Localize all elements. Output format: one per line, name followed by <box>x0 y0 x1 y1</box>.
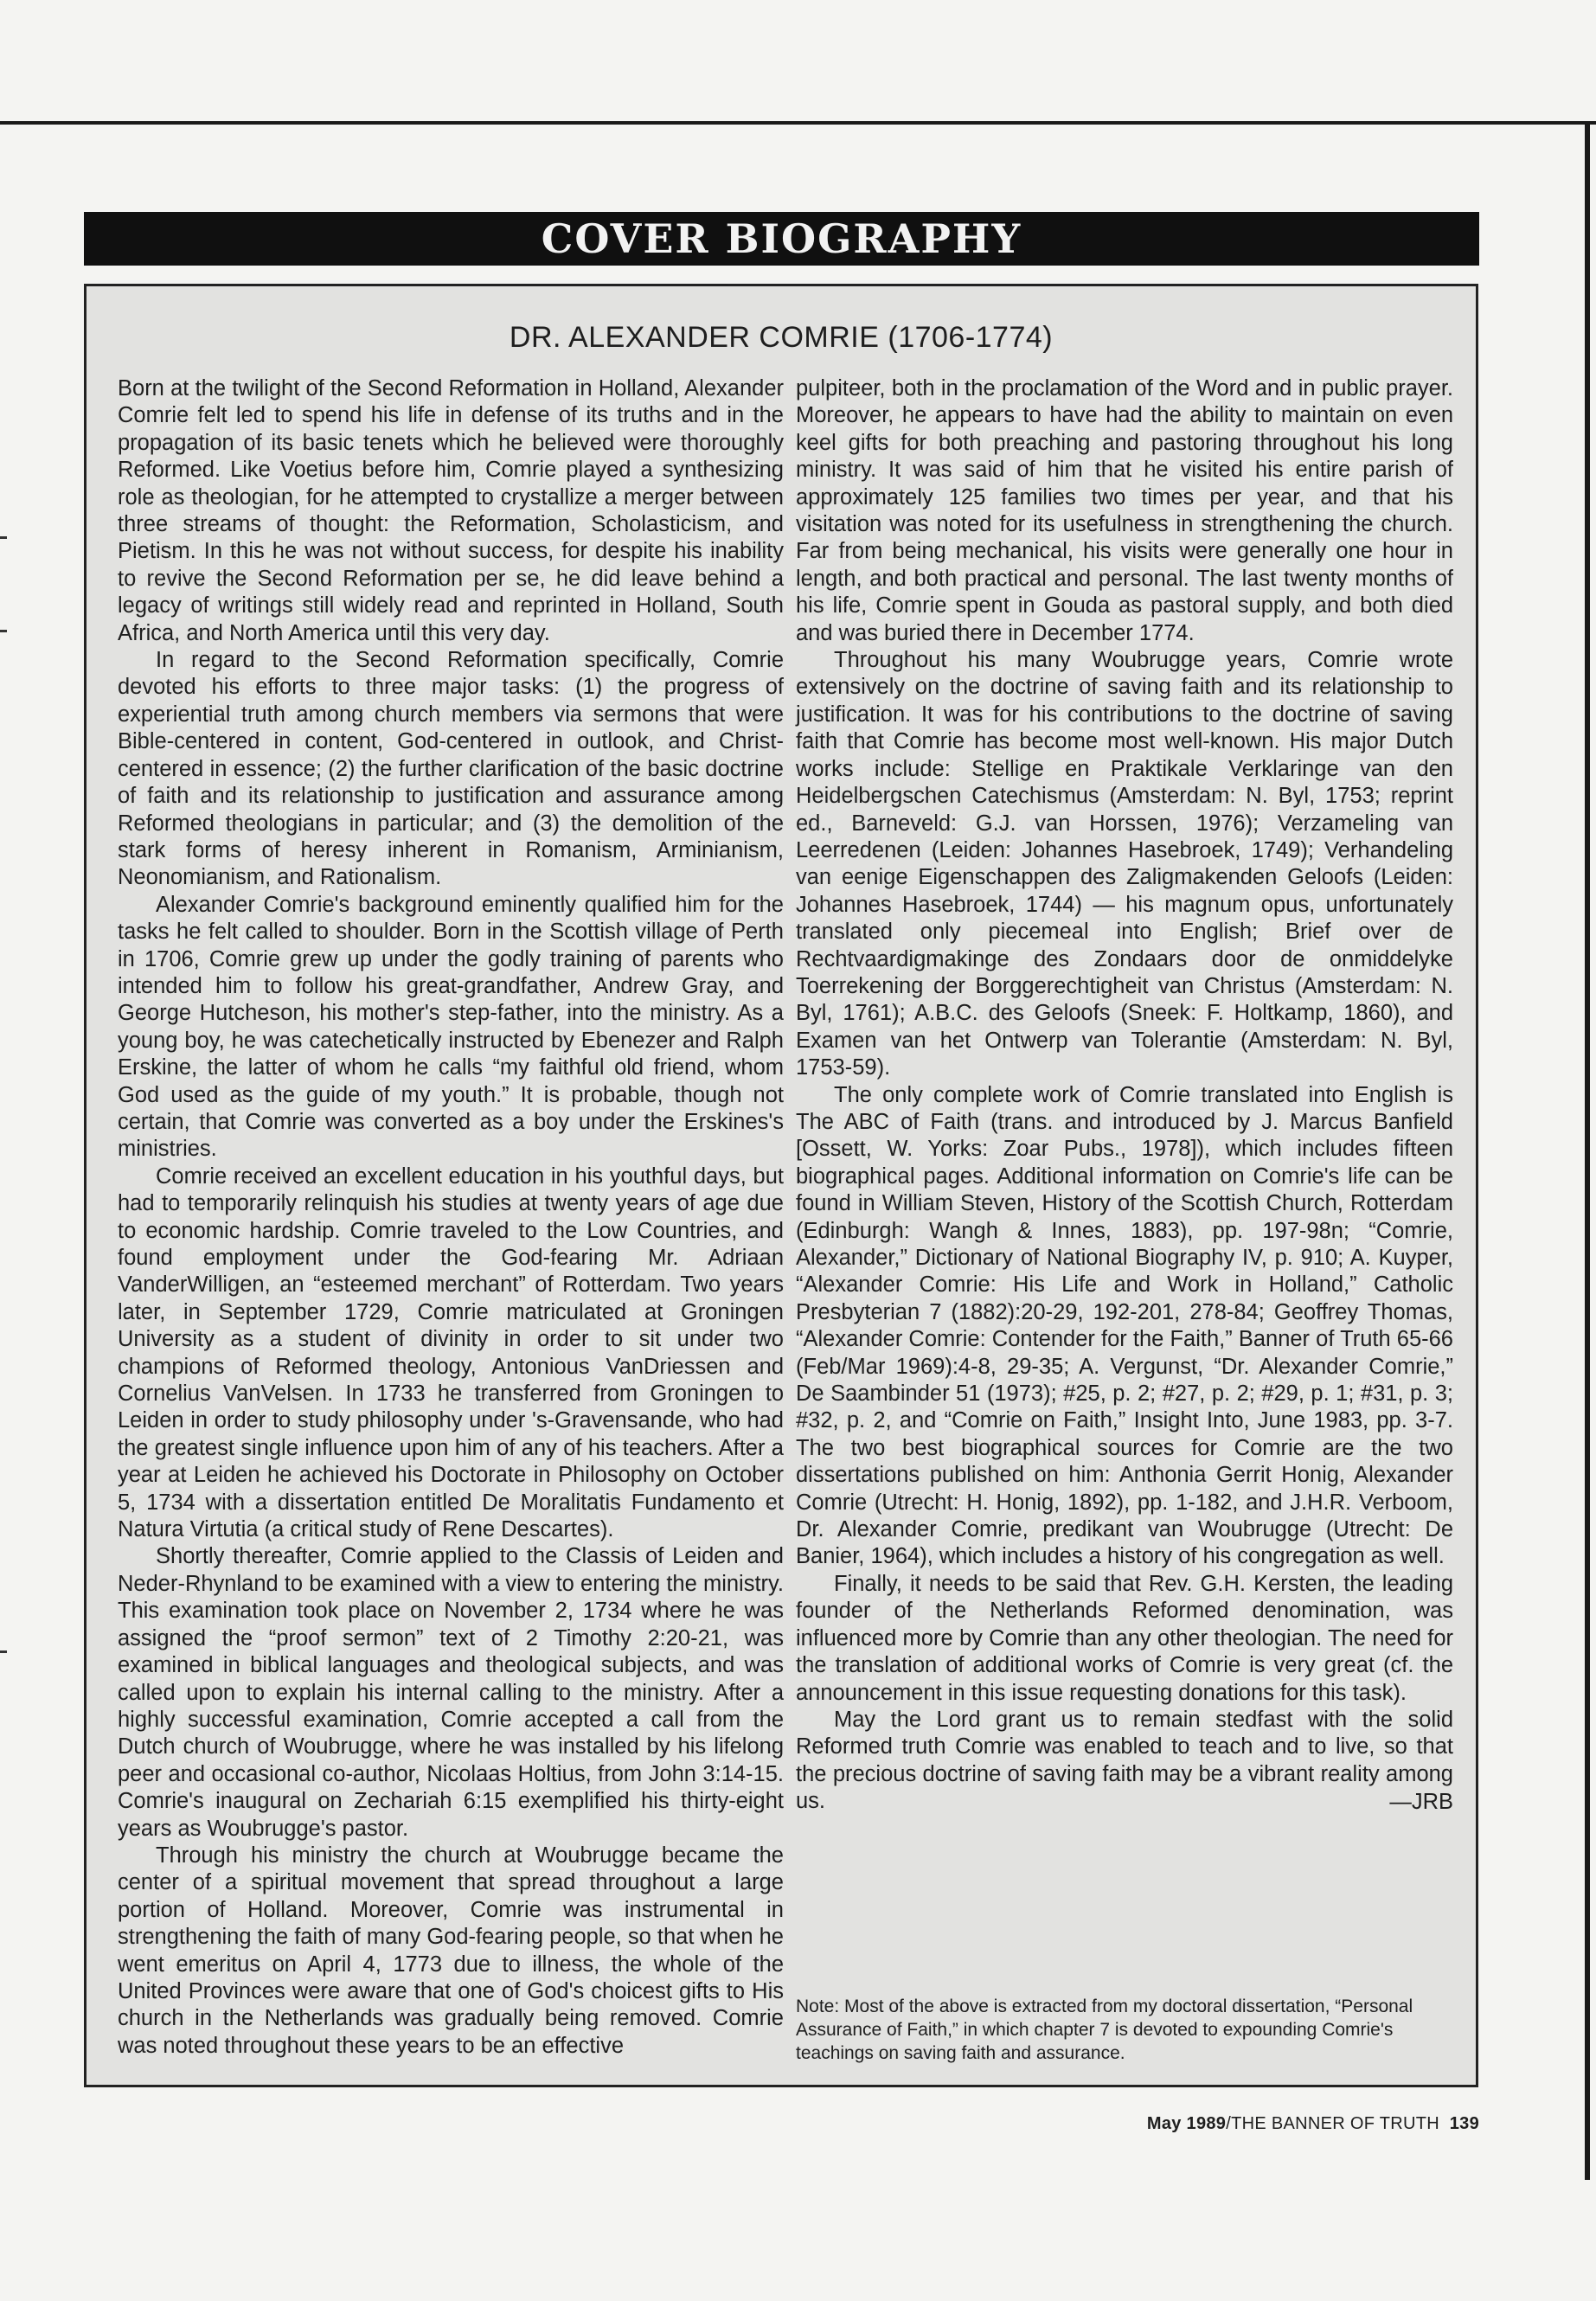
page-top-rule <box>0 121 1596 125</box>
paragraph: pulpiteer, both in the proclamation of the Word and in public prayer. Moreover, he appears to have had the ability to maintain on even keel gifts for both preaching and pastoring throughout his long ministry. It was said of him that he visited his entire parish of approximately 125 families two times per year, and that his visitation was noted for its usefulness in strengthening the church. Far from being mechanical, his visits were generally one hour in length, and both practical and personal. The last twenty months of his life, Comrie spent in Gouda as pastoral supply, and both died and was buried there in December 1774. <box>796 376 1453 645</box>
paragraph: Throughout his many Woubrugge years, Comrie wrote extensively on the doctrine of saving faith and its relationship to justification. It was for his contributions to the doctrine of saving faith that Comrie has become most well-known. His major Dutch works include: Stellige en Praktikale Verklaringe van den Heidelbergschen Catechismus (Amsterdam: N. Byl, 1753; reprint ed., Barneveld: G.J. van Horssen, 1976); Verzameling van Leerredenen (Leiden: Johannes Hasebroek, 1749); Verhandeling van eenige Eigenschappen des Zaligmakenden Geloofs (Leiden: Johannes Hasebroek, 1744) — his magnum opus, unfortunately translated only piecemeal into English; Brief over de Rechtvaardigmakinge des Zondaars door de onmiddelyke Toerrekening der Borggerechtigheit van Christus (Amsterdam: N. Byl, 1761); A.B.C. des Geloofs (Sneek: F. Holtkamp, 1860), and Examen van het Ontwerp van Tolerantie (Amsterdam: N. Byl, 1753-59). <box>796 648 1453 1080</box>
margin-mark <box>0 1650 7 1653</box>
paragraph: Through his ministry the church at Woubrugge became the center of a spiritual movement that spread throughout a large portion of Holland. Moreover, Comrie was instrumental in strengthening the faith of many God-fearing people, so that when he went emeritus on April 4, 1773 due to illness, the whole of the United Provinces were aware that one of God's choicest gifts to His church in the Netherlands was gradually being removed. Comrie was noted throughout these years to be an effective <box>118 1843 784 2058</box>
right-column <box>796 375 1453 1816</box>
issue-date: May 1989 <box>1146 2114 1227 2133</box>
article-box <box>84 284 1478 2087</box>
page-right-edge <box>1585 121 1590 2180</box>
page-footer <box>1038 2114 1479 2134</box>
paragraph: Alexander Comrie's background eminently qualified him for the tasks he felt called to shoulder. Born in the Scottish village of Perth in 1706, Comrie grew up under the godly training of parents who intended him to follow his great-grandfather, Andrew Gray, and George Hutcheson, his mother's step-father, into the ministry. As a young boy, he was catechetically instructed by Ebenezer and Ralph Erskine, the latter of whom he calls “my faithful old friend, whom God used as the guide of my youth.” It is probable, though not certain, that Comrie was converted as a boy under the Erskines's ministries. <box>118 892 784 1162</box>
paragraph: Shortly thereafter, Comrie applied to the Classis of Leiden and Neder-Rhynland to be examined with a view to entering the ministry. This examination took place on November 2, 1734 where he was assigned the “proof sermon” text of 2 Timothy 2:20-21, was examined in biblical languages and theological subjects, and was called upon to explain his internal calling to the ministry. After a highly successful examination, Comrie accepted a call from the Dutch church of Woubrugge, where he was installed by his lifelong peer and occasional co-author, Nicolaas Holtius, from John 3:14-15. Comrie's inaugural on Zechariah 6:15 exemplified his thirty-eight years as Woubrugge's pastor. <box>118 1544 784 1841</box>
paragraph: In regard to the Second Reformation specifically, Comrie devoted his efforts to three major tasks: (1) the progress of experiential truth among church members via sermons that were Bible-centered in content, God-centered in outlook, and Christ-centered in essence; (2) the further clarification of the basic doctrine of faith and its relationship to justification and assurance among Reformed theologians in particular; and (3) the demolition of the stark forms of heresy inherent in Romanism, Arminianism, Neonomianism, and Rationalism. <box>118 648 784 890</box>
footnote: Note: Most of the above is extracted from my doctoral dissertation, “Personal Assurance of Faith,” in which chapter 7 is devoted to expounding Comrie's teachings on saving faith and assurance. <box>796 1997 1413 2063</box>
section-banner: COVER BIOGRAPHY <box>84 212 1479 266</box>
margin-mark <box>0 630 7 632</box>
paragraph: Finally, it needs to be said that Rev. G.H. Kersten, the leading founder of the Netherlands Reformed denomination, was influenced more by Comrie than any other theologian. The need for the translation of additional works of Comrie is very great (cf. the announcement in this issue requesting donations for this task). <box>796 1571 1453 1705</box>
footer-separator: / <box>1226 2114 1232 2133</box>
publication-name: THE BANNER OF TRUTH <box>1231 2114 1439 2133</box>
paragraph: Comrie received an excellent education in his youthful days, but had to temporarily relinquish his studies at twenty years of age due to economic hardship. Comrie traveled to the Low Countries, and found employment under the God-fearing Mr. Adriaan VanderWilligen, an “esteemed merchant” of Rotterdam. Two years later, in September 1729, Comrie matriculated at Groningen University as a student of divinity in order to sit under two champions of Reformed theology, Antonious VanDriessen and Cornelius VanVelsen. In 1733 he transferred from Groningen to Leiden in order to study philosophy under 's-Gravensande, who had the greatest single influence upon him of any of his teachers. After a year at Leiden he achieved his Doctorate in Philosophy on October 5, 1734 with a dissertation entitled De Moralitatis Fundamento et Natura Virtutia (a critical study of Rene Descartes). <box>118 1163 784 1542</box>
author-signature: —JRB <box>1389 1789 1453 1814</box>
page-number: 139 <box>1449 2114 1479 2133</box>
paragraph: Born at the twilight of the Second Reformation in Holland, Alexander Comrie felt led to spend his life in defense of its truths and in the propagation of its basic tenets which he believed were thoroughly Reformed. Like Voetius before him, Comrie played a synthesizing role as theologian, for he attempted to crystallize a merger between three streams of thought: the Reformation, Scholasticism, and Pietism. In this he was not without success, for despite his inability to revive the Second Reformation per se, he did leave behind a legacy of writings still widely read and reprinted in Holland, South Africa, and North America until this very day. <box>118 376 784 645</box>
left-column <box>118 375 784 2060</box>
margin-mark <box>0 536 7 539</box>
paragraph: May the Lord grant us to remain stedfast with the solid Reformed truth Comrie was enabled to teach and to live, so that the precious doctrine of saving faith may be a vibrant reality among us. <box>796 1707 1453 1814</box>
article-title: DR. ALEXANDER COMRIE (1706-1774) <box>509 321 1054 354</box>
paragraph: The only complete work of Comrie translated into English is The ABC of Faith (trans. and introduced by J. Marcus Banfield [Ossett, W. Yorks: Zoar Pubs., 1978]), which includes fifteen biographical pages. Additional information on Comrie's life can be found in William Steven, History of the Scottish Church, Rotterdam (Edinburgh: Wangh & Innes, 1883), pp. 197-98n; “Comrie, Alexander,” Dictionary of National Biography IV, p. 910; A. Kuyper, “Alexander Comrie: His Life and Work in Holland,” Catholic Presbyterian 7 (1882):20-29, 192-201, 278-84; Geoffrey Thomas, “Alexander Comrie: Contender for the Faith,” Banner of Truth 65-66 (Feb/Mar 1969):4-8, 29-35; A. Vergunst, “Dr. Alexander Comrie,” De Saambinder 51 (1973); #25, p. 2; #27, p. 2; #29, p. 1; #31, p. 3; #32, p. 2, and “Comrie on Faith,” Insight Into, June 1983, pp. 3-7. The two best biographical sources for Comrie are the two dissertations published on him: Anthonia Gerrit Honig, Alexander Comrie (Utrecht: H. Honig, 1892), pp. 1-182, and J.H.R. Verboom, Dr. Alexander Comrie, predikant van Woubrugge (Utrecht: De Banier, 1964), which includes a history of his congregation as well. <box>796 1082 1453 1569</box>
